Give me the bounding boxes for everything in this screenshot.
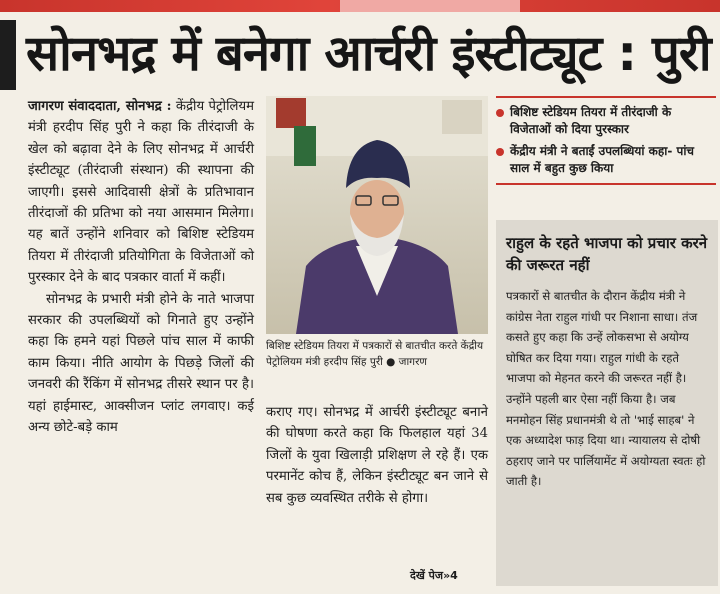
highlight-text: बिशिष्ट स्टेडियम तियरा में तीरंदाजी के विजेताओं को दिया पुरस्कार xyxy=(510,105,672,136)
article-para-1-text: केंद्रीय पेट्रोलियम मंत्री हरदीप सिंह पुरी ने कहा कि तीरंदाजी के खेल को बढ़ावा देने के लिए सोनभद्र में आर्चरी इंस्टीट्यूट (तीरंदाजी संस्थान) की स्थापना की जाएगी। इससे आदिवासी क्षेत्रों के प्रतिभावान तीरंदाजों की प्रतिभा को नया आसमान मिलेगा। यह बातें उन्होंने शनिवार को बिशिष्ट स्टेडियम तियरा में तीरंदाजी प्रतियोगिता के विजेताओं को पुरस्कार देने के बाद पत्रकार वार्ता में कहीं। xyxy=(28,99,254,286)
dateline: जागरण संवाददाता, सोनभद्र : xyxy=(28,99,172,114)
photo-caption: बिशिष्ट स्टेडियम तियरा में पत्रकारों से बातचीत करते केंद्रीय पेट्रोलियम मंत्री हरदीप सिंह पुरी ● जागरण xyxy=(266,340,484,368)
article-para-2: सोनभद्र के प्रभारी मंत्री होने के नाते भाजपा सरकार की उपलब्धियों को गिनाते हुए उन्होंने कहा कि हमने यहां पिछले पांच साल में काफी काम किया। नीति आयोग के पिछड़े जिलों की जनवरी की रैंकिंग में सोनभद्र तीसरे स्थान पर है। यहां हाईमास्ट, आक्सीजन प्लांट लगवाए। कई अन्य छोटे-बड़े काम xyxy=(28,291,254,436)
bullet-dot-icon xyxy=(496,148,504,156)
side-story-box xyxy=(496,220,718,586)
highlights-box xyxy=(496,96,716,185)
minister-photo xyxy=(266,96,488,334)
side-story-headline: राहुल के रहते भाजपा को प्रचार करने की जरूरत नहीं xyxy=(506,234,708,274)
highlight-item xyxy=(496,143,716,177)
highlights-rule-bottom xyxy=(496,183,716,185)
side-story-body: पत्रकारों से बातचीत के दौरान केंद्रीय मंत्री ने कांग्रेस नेता राहुल गांधी पर निशाना साधा। तंज कसते हुए कहा कि उन्हें लोकसभा से अयोग्य घोषित कर दिया गया। राहुल गांधी के रहते भाजपा को मेहनत करने की जरूरत नहीं है। उन्होंने पहली बार ऐसा नहीं किया है। जब मनमोहन सिंह प्रधानमंत्री थे तो 'भाई साहब' ने एक अध्यादेश फाड़ दिया था। न्यायालय से दोषी ठहराए जाने पर पार्लियामेंट में अयोग्यता स्वतः हो जाती है। xyxy=(506,289,706,489)
see-page-link[interactable]: देखें पेज»4 xyxy=(410,569,458,582)
headline-bar xyxy=(0,20,16,90)
article-para-1 xyxy=(28,96,254,289)
article-column-2: कराए गए। सोनभद्र में आर्चरी इंस्टीट्यूट बनाने की घोषणा करते कहा कि फिलहाल यहां 34 जिलों के युवा खिलाड़ी प्रशिक्षण ले रहे हैं। एक परमानेंट कोच हैं, लेकिन इंस्टीट्यूट बन जाने से सब कुछ व्यवस्थित तरीके से होगा। xyxy=(266,405,488,506)
article-column-1 xyxy=(28,96,254,439)
top-color-strip xyxy=(0,0,720,12)
highlight-text: केंद्रीय मंत्री ने बताईं उपलब्धियां कहा- पांच साल में बहुत कुछ किया xyxy=(510,144,695,175)
headline: सोनभद्र में बनेगा आर्चरी इंस्टीट्यूट : पुरी xyxy=(26,25,711,82)
highlights-rule-top xyxy=(496,96,716,98)
bullet-dot-icon xyxy=(496,109,504,117)
highlight-item xyxy=(496,104,716,138)
